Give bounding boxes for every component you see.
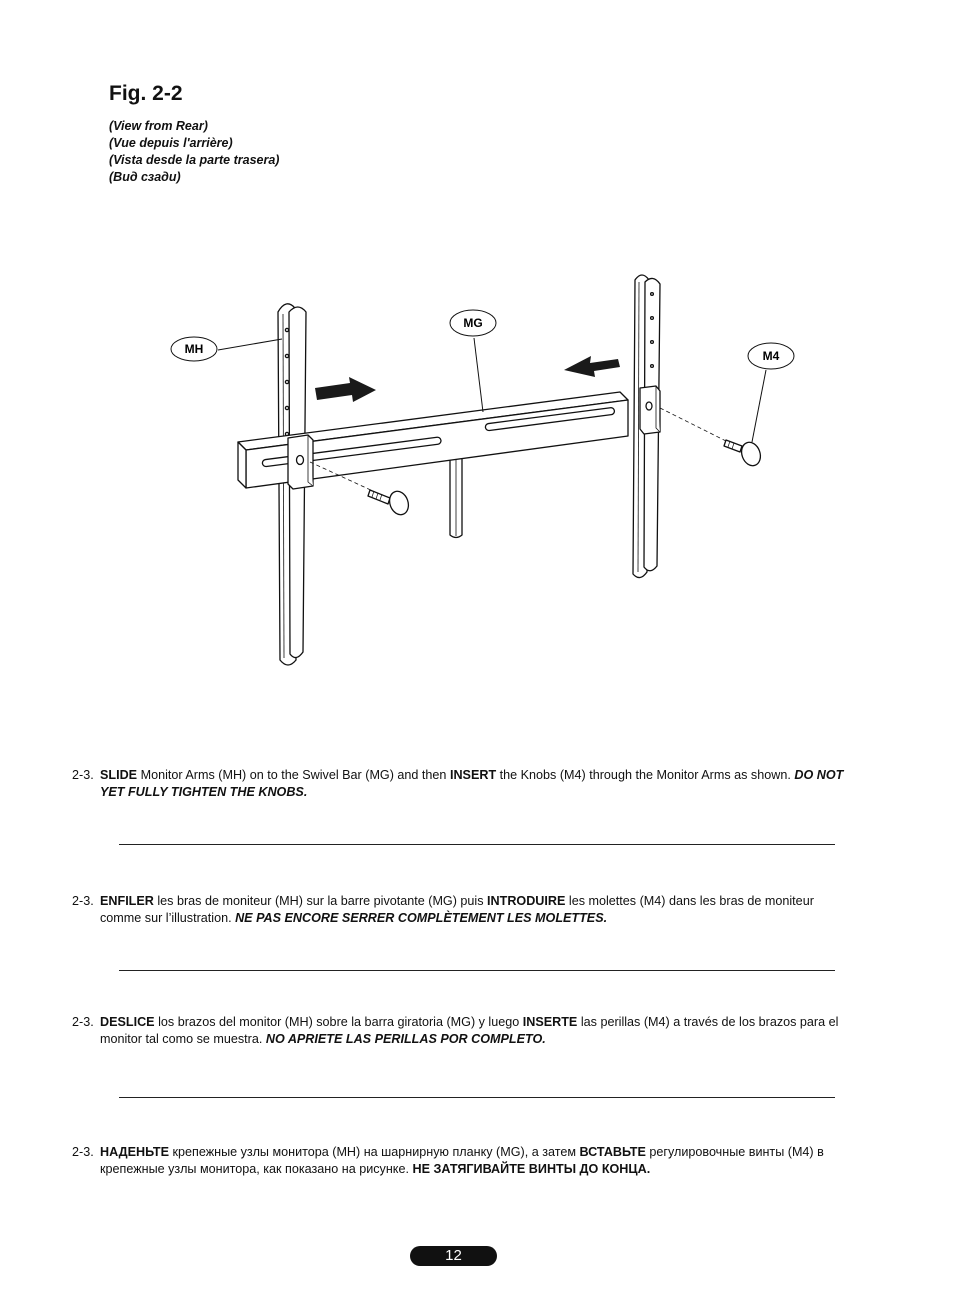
step-verb: INSERTE <box>522 1015 578 1029</box>
arrow-right-icon <box>315 377 376 402</box>
right-knob <box>724 440 764 469</box>
step-warning: NE PAS ENCORE SERRER COMPLÈTEMENT LES MOLETTES. <box>235 911 608 925</box>
step-verb: DESLICE <box>100 1015 155 1029</box>
step-number: 2-3. <box>72 894 94 908</box>
step-verb: НАДЕНЬТЕ <box>100 1145 169 1159</box>
step-en <box>72 767 852 801</box>
step-verb: ВСТАВЬТЕ <box>579 1145 646 1159</box>
step-text <box>100 767 852 801</box>
step-fragment: les molettes (M4) dans les bras de moniteur comme sur l’illustration. <box>100 894 814 925</box>
step-text <box>100 1144 852 1178</box>
callout-mh <box>171 337 217 361</box>
view-caption-fr: (Vue depuis l'arrière) <box>109 136 233 150</box>
step-fragment: las perillas (M4) a través de los brazos para el monitor tal como se muestra. <box>100 1015 839 1046</box>
step-number: 2-3. <box>72 768 94 782</box>
callout-mg-label: MG <box>463 316 483 330</box>
step-warning: NO APRIETE LAS PERILLAS POR COMPLETO. <box>265 1032 546 1046</box>
figure-title: Fig. 2-2 <box>109 82 183 105</box>
callout-m4-label: M4 <box>762 349 780 363</box>
step-verb: ENFILER <box>100 894 154 908</box>
step-text <box>100 1014 852 1048</box>
step-fr <box>72 893 852 927</box>
step-es <box>72 1014 852 1048</box>
step-fragment: the Knobs (M4) through the Monitor Arms as shown. <box>496 768 795 782</box>
step-fragment: регулировочные винты (M4) в крепежные узлы монитора, как показано на рисунке. <box>100 1145 824 1176</box>
divider <box>119 970 835 971</box>
view-captions <box>109 118 279 186</box>
step-verb: SLIDE <box>100 768 138 782</box>
right-arm-clamp <box>640 386 660 434</box>
step-ru <box>72 1144 852 1178</box>
divider <box>119 1097 835 1098</box>
view-caption-es: (Vista desde la parte trasera) <box>109 153 280 167</box>
step-number: 2-3. <box>72 1015 94 1029</box>
view-caption-ru: (Вид сзади) <box>109 170 181 184</box>
step-number: 2-3. <box>72 1145 94 1159</box>
step-fragment: los brazos del monitor (MH) sobre la barra giratoria (MG) y luego <box>154 1015 523 1029</box>
view-caption-en: (View from Rear) <box>109 119 208 133</box>
step-verb: INTRODUIRE <box>487 894 566 908</box>
center-post <box>450 453 462 538</box>
step-fragment: Monitor Arms (MH) on to the Swivel Bar (MG) and then <box>137 768 450 782</box>
step-text <box>100 893 852 927</box>
assembly-diagram <box>150 260 830 680</box>
arrow-left-icon <box>564 356 620 377</box>
callout-m4 <box>748 343 794 369</box>
page-number: 12 <box>410 1246 497 1266</box>
divider <box>119 844 835 845</box>
callout-mg <box>450 310 496 336</box>
step-verb: INSERT <box>449 768 497 782</box>
left-arm-clamp <box>288 435 313 489</box>
left-knob <box>368 489 412 518</box>
step-warning: НЕ ЗАТЯГИВАЙТЕ ВИНТЫ ДО КОНЦА. <box>412 1162 651 1176</box>
step-fragment: крепежные узлы монитора (MH) на шарнирную планку (MG), а затем <box>169 1145 580 1159</box>
step-warning: DO NOT YET FULLY TIGHTEN THE KNOBS. <box>100 768 844 799</box>
step-fragment: les bras de moniteur (MH) sur la barre pivotante (MG) puis <box>153 894 488 908</box>
callout-mh-label: MH <box>184 342 204 356</box>
